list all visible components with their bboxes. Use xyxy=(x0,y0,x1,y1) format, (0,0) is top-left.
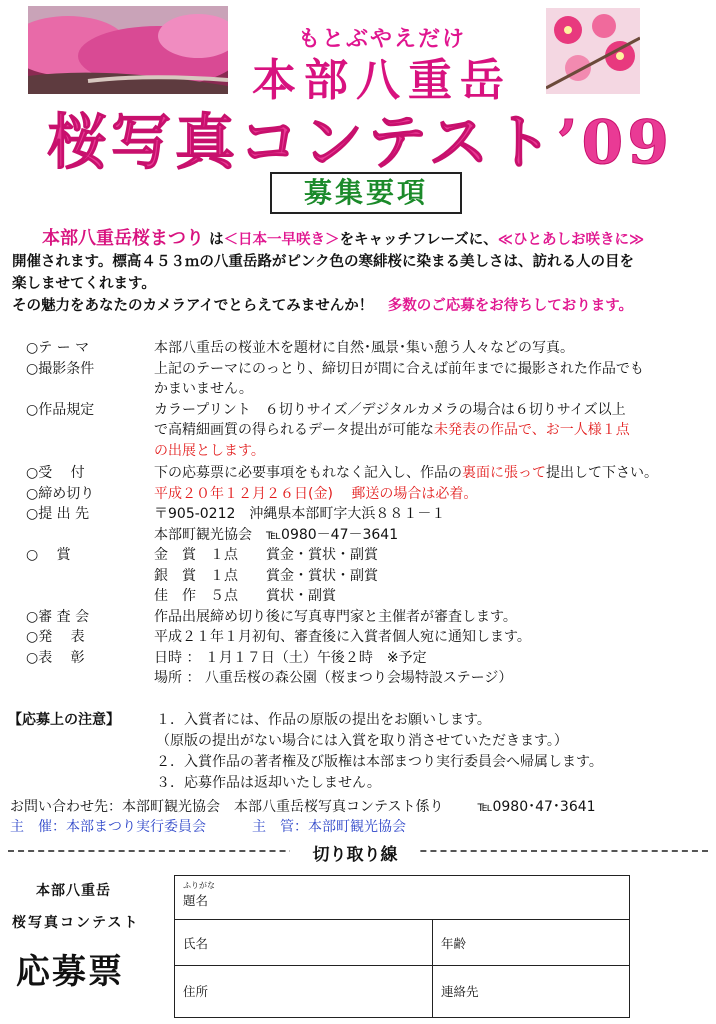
theme-row xyxy=(26,338,716,359)
rules-unpublished: 未発表の作品で、お一人様１点 xyxy=(434,422,630,438)
address-field[interactable] xyxy=(175,966,433,1018)
submit-office: 本部町観光協会 ℡0980－47－3641 xyxy=(154,526,399,543)
rules-line3: の出展とします。 xyxy=(154,442,265,459)
prize-row xyxy=(26,545,716,607)
judge-label: ○審 査 会 xyxy=(26,608,90,625)
intro-line4: その魅力をあなたのカメラアイでとらえてみませんか！ xyxy=(12,298,374,314)
announce-row xyxy=(26,627,716,648)
management-org: 主 管：本部町観光協会 xyxy=(252,819,406,835)
intro-line1a: は xyxy=(209,232,224,248)
reception-c: 提出して下さい。 xyxy=(546,465,658,481)
condition-label: ○撮影条件 xyxy=(26,360,95,377)
requirements-list xyxy=(26,338,716,689)
name-field[interactable] xyxy=(175,920,433,966)
note-1: １．入賞者には、作品の原版の提出をお願いします。 xyxy=(156,712,491,728)
deadline-value: 平成２０年１２月２６日(金) 郵送の場合は必着。 xyxy=(154,485,478,502)
rules-label: ○作品規定 xyxy=(26,401,95,418)
contact-text: お問い合わせ先：本部町観光協会 本部八重岳桜写真コンテスト係り xyxy=(10,799,444,815)
judge-row xyxy=(26,607,716,628)
contact-field[interactable] xyxy=(433,966,630,1018)
organizers xyxy=(10,816,710,836)
contact-info xyxy=(10,796,710,816)
announce-label: ○発 表 xyxy=(26,629,85,645)
submit-row xyxy=(26,504,716,545)
reception-back: 裏面に張って xyxy=(462,465,546,481)
note-3: ３．応募作品は返却いたしません。 xyxy=(156,775,381,791)
age-field-label: 年齢 xyxy=(441,936,467,951)
intro-line1b: をキャッチフレーズに、 xyxy=(339,232,498,248)
age-field[interactable] xyxy=(433,920,630,966)
deadline-row xyxy=(26,484,716,505)
address-field-label: 住所 xyxy=(183,984,209,999)
host-org: 主 催：本部まつり実行委員会 xyxy=(10,819,206,835)
cherry-tree-photo-left xyxy=(28,6,228,94)
slip-contest: 桜写真コンテスト xyxy=(12,915,140,931)
intro-text xyxy=(12,228,716,317)
mountain-name: 本部八重岳 xyxy=(252,55,512,106)
award-row xyxy=(26,648,716,689)
slip-mountain: 本部八重岳 xyxy=(36,883,111,899)
note-1b: （原版の提出がない場合には入賞を取り消させていただきます。） xyxy=(156,733,568,749)
intro-welcome: 多数のご応募をお待ちしております。 xyxy=(387,298,634,314)
title-field-label: 題名 xyxy=(183,893,209,908)
reception-label: ○受 付 xyxy=(26,465,85,481)
notes-heading: 【応募上の注意】 xyxy=(8,712,120,728)
judge-value: 作品出展締め切り後に写真専門家と主催者が審査します。 xyxy=(154,608,517,625)
note-2: ２．入賞作品の著者権及び版権は本部まつり実行委員会へ帰属します。 xyxy=(156,754,603,770)
submit-label: ○提 出 先 xyxy=(26,506,90,522)
slip-heading: 応募票 xyxy=(16,952,124,992)
phrase-hitoashi: ≪ひとあしお咲きに≫ xyxy=(497,232,645,248)
intro-line2: 開催されます。標高４５３ｍの八重岳路がピンク色の寒緋桜に染まる美しさは、訪れる人の目を xyxy=(12,254,635,270)
contact-tel: ℡0980･47･3641 xyxy=(477,799,596,815)
announce-value: 平成２１年１月初旬、審査後に入賞者個人宛に通知します。 xyxy=(154,629,531,645)
award-place: 場所 ： 八重岳桜の森公園（桜まつり会場特設ステージ） xyxy=(154,670,513,686)
condition-line2: かまいません。 xyxy=(154,381,253,397)
rules-line1: カラープリント ６切りサイズ／デジタルカメラの場合は６切りサイズ以上 xyxy=(154,401,626,418)
contact-field-label: 連絡先 xyxy=(441,984,479,999)
submit-address: 〒905-0212 沖縄県本部町字大浜８８１－１ xyxy=(154,506,446,522)
reception-a: 下の応募票に必要事項をもれなく記入し、作品の xyxy=(154,465,462,481)
cut-line-label: 切り取り線 xyxy=(290,840,420,865)
furigana-label: ふりがな xyxy=(183,881,215,890)
award-label: ○表 彰 xyxy=(26,649,85,666)
prize-honorable: 佳 作 ５点 賞状・副賞 xyxy=(154,588,336,604)
mountain-kana: もとぶやえだけ xyxy=(297,26,466,52)
prize-gold: 金 賞 １点 賞金・賞状・副賞 xyxy=(154,547,378,563)
rules-row xyxy=(26,400,716,462)
phrase-hayazaki: ＜日本一早咲き＞ xyxy=(223,232,340,248)
festival-name: 本部八重岳桜まつり xyxy=(42,228,204,249)
prize-label: ○ 賞 xyxy=(26,547,71,563)
application-form xyxy=(174,875,630,1018)
contest-title: 桜写真コンテスト’09 xyxy=(47,108,673,178)
condition-line1: 上記のテーマにのっとり、締切日が間に合えば前年までに撮影された作品でも xyxy=(154,360,644,377)
boshu-heading: 募集要項 xyxy=(270,172,462,214)
cherry-blossom-photo-right xyxy=(546,8,640,94)
intro-line3: 楽しませてくれます。 xyxy=(12,276,156,292)
name-field-label: 氏名 xyxy=(183,936,209,951)
application-notes xyxy=(8,710,708,794)
reception-row xyxy=(26,463,716,484)
award-date: 日時 ： １月１７日（土）午後２時 ※予定 xyxy=(154,649,427,666)
theme-label: ○テ ー マ xyxy=(26,340,90,356)
theme-value: 本部八重岳の桜並木を題材に自然･風景･集い憩う人々などの写真。 xyxy=(154,340,574,356)
prize-silver: 銀 賞 １点 賞金・賞状・副賞 xyxy=(154,567,378,584)
condition-row xyxy=(26,359,716,400)
title-field[interactable] xyxy=(175,876,630,920)
deadline-label: ○締め切り xyxy=(26,485,95,502)
rules-line2a: で高精細画質の得られるデータ提出が可能な xyxy=(154,422,434,438)
